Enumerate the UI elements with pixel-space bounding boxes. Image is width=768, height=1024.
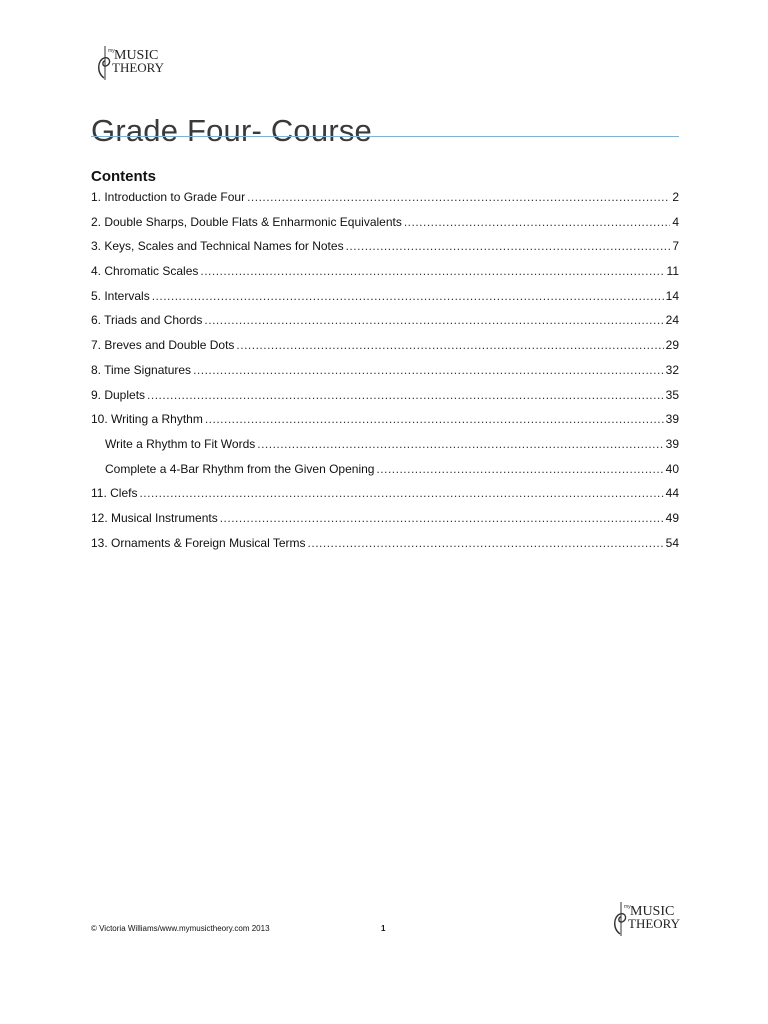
toc-entry[interactable] xyxy=(91,535,679,560)
toc-entry-label: 7. Breves and Double Dots xyxy=(91,338,235,353)
toc-entry[interactable] xyxy=(91,485,679,510)
toc-entry-label: 9. Duplets xyxy=(91,387,146,402)
toc-dot-leader xyxy=(139,485,663,501)
toc-entry[interactable] xyxy=(91,288,679,313)
toc-entry-label: 10. Writing a Rhythm xyxy=(91,412,203,427)
toc-entry-page: 7 xyxy=(672,239,679,254)
toc-entry[interactable] xyxy=(91,411,679,436)
toc-entry[interactable] xyxy=(91,238,679,263)
music-theory-logo xyxy=(610,898,690,938)
music-theory-logo xyxy=(94,42,174,82)
toc-entry[interactable] xyxy=(91,387,679,412)
toc-entry-page: 39 xyxy=(665,412,679,427)
toc-dot-leader xyxy=(404,214,670,230)
toc-entry-page: 40 xyxy=(665,461,679,476)
contents-heading: Contents xyxy=(91,168,156,185)
logo-bottom xyxy=(610,898,690,938)
toc-dot-leader xyxy=(220,510,664,526)
footer-page-number: 1 xyxy=(381,924,386,933)
toc-entry-page: 29 xyxy=(665,338,679,353)
toc-entry-page: 44 xyxy=(665,486,679,501)
toc-entry-label: 5. Intervals xyxy=(91,288,150,303)
toc-entry-page: 4 xyxy=(672,214,679,229)
toc-entry-page: 32 xyxy=(665,362,679,377)
toc-entry-page: 54 xyxy=(665,535,679,550)
toc-dot-leader xyxy=(204,312,663,328)
toc-entry[interactable] xyxy=(91,189,679,214)
toc-entry[interactable] xyxy=(91,214,679,239)
table-of-contents xyxy=(91,189,679,559)
toc-entry-label: 12. Musical Instruments xyxy=(91,510,218,525)
toc-entry-label: 6. Triads and Chords xyxy=(91,313,203,328)
toc-entry[interactable] xyxy=(91,263,679,288)
toc-entry[interactable] xyxy=(91,362,679,387)
logo-word-theory: THEORY xyxy=(112,60,164,75)
logo-word-music: MUSIC xyxy=(114,48,159,63)
toc-entry-label: 13. Ornaments & Foreign Musical Terms xyxy=(91,535,306,550)
toc-dot-leader xyxy=(346,238,671,254)
toc-entry-label: Complete a 4-Bar Rhythm from the Given Opening xyxy=(105,461,375,476)
toc-entry[interactable] xyxy=(91,337,679,362)
document-title: Grade Four- Course xyxy=(91,112,372,148)
toc-dot-leader xyxy=(193,362,664,378)
toc-entry-page: 14 xyxy=(665,288,679,303)
toc-entry-page: 11 xyxy=(666,264,679,279)
logo-word-theory: THEORY xyxy=(628,916,680,931)
title-divider xyxy=(91,136,679,137)
toc-entry-page: 2 xyxy=(672,190,679,204)
toc-entry[interactable] xyxy=(91,510,679,535)
toc-dot-leader xyxy=(308,535,664,551)
toc-entry-page: 49 xyxy=(665,510,679,525)
toc-entry-label: 8. Time Signatures xyxy=(91,362,192,377)
logo-top xyxy=(94,42,174,82)
toc-dot-leader xyxy=(247,189,670,205)
toc-entry-label: 2. Double Sharps, Double Flats & Enharmonic Equivalents xyxy=(91,214,402,229)
toc-entry-label: 4. Chromatic Scales xyxy=(91,264,199,279)
toc-dot-leader xyxy=(205,411,664,427)
toc-dot-leader xyxy=(200,263,664,279)
toc-entry-label: 3. Keys, Scales and Technical Names for Notes xyxy=(91,239,344,254)
toc-entry-page: 24 xyxy=(665,313,679,328)
toc-dot-leader xyxy=(236,337,663,353)
toc-dot-leader xyxy=(257,436,663,452)
toc-entry-page: 39 xyxy=(665,436,679,451)
toc-entry[interactable] xyxy=(91,312,679,337)
logo-small-text: my xyxy=(108,48,115,54)
toc-entry-label: 11. Clefs xyxy=(91,486,138,501)
footer-copyright: © Victoria Williams/www.mymusictheory.com 2013 xyxy=(91,924,270,933)
logo-small-text: my xyxy=(624,904,631,910)
toc-entry-page: 35 xyxy=(665,387,679,402)
toc-subentry[interactable] xyxy=(91,461,679,486)
toc-subentry[interactable] xyxy=(91,436,679,461)
toc-dot-leader xyxy=(152,288,664,304)
toc-dot-leader xyxy=(376,461,663,477)
logo-word-music: MUSIC xyxy=(630,904,675,919)
toc-dot-leader xyxy=(147,387,664,403)
toc-entry-label: Write a Rhythm to Fit Words xyxy=(105,436,256,451)
toc-entry-label: 1. Introduction to Grade Four xyxy=(91,190,246,204)
